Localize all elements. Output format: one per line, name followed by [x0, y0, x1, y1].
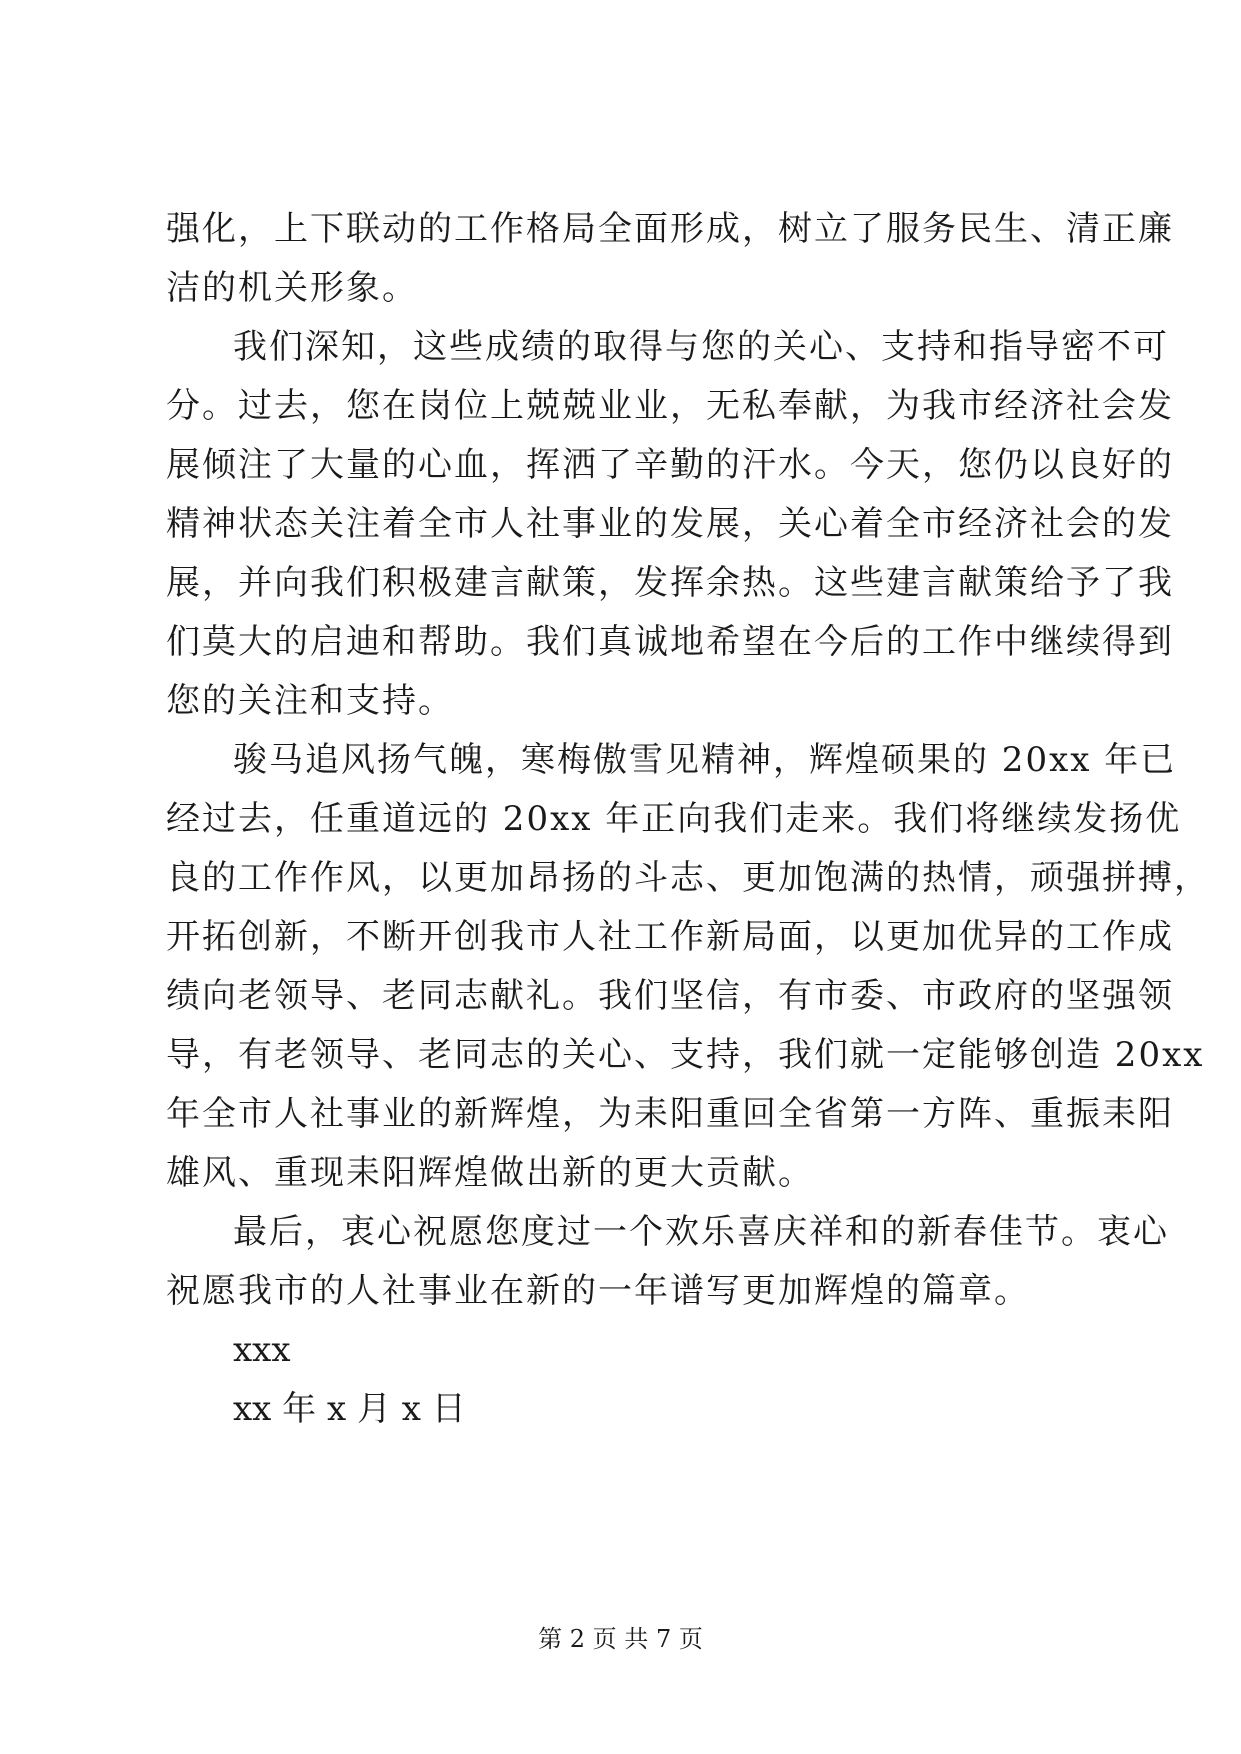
paragraph-3-line-6: 导，有老领导、老同志的关心、支持，我们就一定能够创造 20xx [166, 1035, 1205, 1075]
paragraph-2-line-2: 分。过去，您在岗位上兢兢业业，无私奉献，为我市经济社会发 [166, 386, 1174, 426]
paragraph-4-line-2: 祝愿我市的人社事业在新的一年谱写更加辉煌的篇章。 [166, 1271, 1030, 1311]
paragraph-3-line-7: 年全市人社事业的新辉煌，为耒阳重回全省第一方阵、重振耒阳 [166, 1094, 1174, 1134]
paragraph-3-line-1: 骏马追风扬气魄，寒梅傲雪见精神，辉煌硕果的 20xx 年已 [233, 740, 1177, 780]
paragraph-2-line-5: 展，并向我们积极建言献策，发挥余热。这些建言献策给予了我 [166, 563, 1174, 603]
paragraph-1-line-2: 洁的机关形象。 [166, 268, 418, 308]
paragraph-2-line-6: 们莫大的启迪和帮助。我们真诚地希望在今后的工作中继续得到 [166, 622, 1174, 662]
paragraph-2-line-7: 您的关注和支持。 [166, 681, 454, 721]
signature: xxx [233, 1330, 291, 1370]
paragraph-4-line-1: 最后，衷心祝愿您度过一个欢乐喜庆祥和的新春佳节。衷心 [233, 1212, 1169, 1252]
paragraph-3-line-2: 经过去，任重道远的 20xx 年正向我们走来。我们将继续发扬优 [166, 799, 1182, 839]
paragraph-3-line-8: 雄风、重现耒阳辉煌做出新的更大贡献。 [166, 1153, 814, 1193]
paragraph-1-line-1: 强化，上下联动的工作格局全面形成，树立了服务民生、清正廉 [166, 209, 1174, 249]
paragraph-2-line-1: 我们深知，这些成绩的取得与您的关心、支持和指导密不可 [233, 327, 1169, 367]
paragraph-2-line-4: 精神状态关注着全市人社事业的发展，关心着全市经济社会的发 [166, 504, 1174, 544]
paragraph-3-line-5: 绩向老领导、老同志献礼。我们坚信，有市委、市政府的坚强领 [166, 976, 1174, 1016]
date-line: xx 年 x 月 x 日 [233, 1389, 466, 1429]
paragraph-3-line-4: 开拓创新，不断开创我市人社工作新局面，以更加优异的工作成 [166, 917, 1174, 957]
paragraph-3-line-3: 良的工作作风，以更加昂扬的斗志、更加饱满的热情，顽强拼搏， [166, 858, 1210, 898]
page-footer: 第 2 页 共 7 页 [538, 1625, 703, 1653]
paragraph-2-line-3: 展倾注了大量的心血，挥洒了辛勤的汗水。今天，您仍以良好的 [166, 445, 1174, 485]
